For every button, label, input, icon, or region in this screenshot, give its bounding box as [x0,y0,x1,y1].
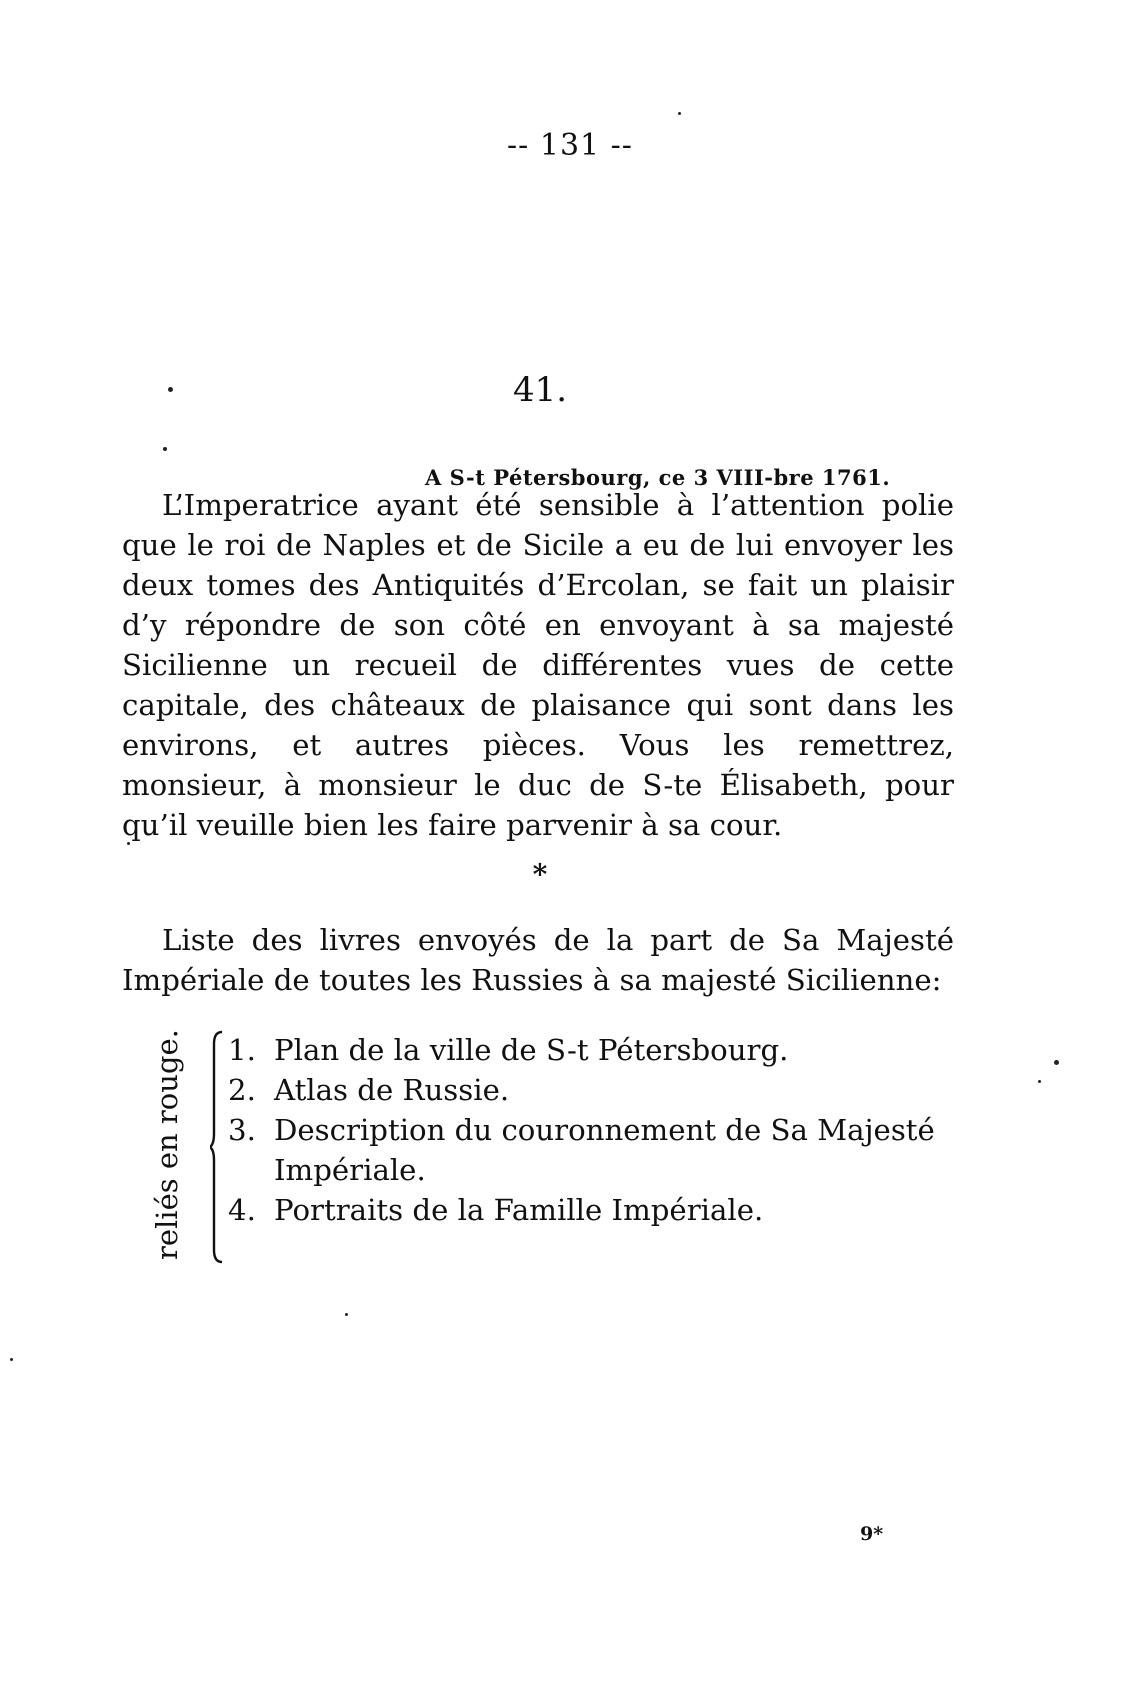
book-list [228,1030,958,1230]
list-item-number: 4. [228,1193,256,1227]
letter-number: 41. [512,370,568,410]
body-paragraph: L’Imperatrice ayant été sensible à l’attention polie que le roi de Naples et de Sicile a eu de lui envoyer les deux tomes des Antiquités d’Ercolan, se fait un plaisir d’y répondre de son côté en envoyant à sa majesté Sicilienne un recueil de différentes vues de cette capitale, des châteaux de plaisance qui sont dans les environs, et autres pièces. Vous les remettrez, monsieur, à monsieur le duc de S-te Élisabeth, pour qu’il veuille bien les faire parvenir à sa cour. [122,488,954,842]
list-item-title: Portraits de la Famille Impériale. [274,1193,764,1227]
list-item-title: Plan de la ville de S-t Pétersbourg. [274,1033,789,1067]
side-label-text: reliés en rouge. [150,1029,184,1260]
list-item [228,1190,958,1230]
scan-speck [163,447,167,451]
list-item-title: Atlas de Russie. [274,1073,510,1107]
list-item-number: 3. [228,1113,256,1147]
dateline: A S-t Pétersbourg, ce 3 VIII-bre 1761. [425,465,891,490]
scan-speck [10,1358,13,1361]
scan-speck [1038,1080,1041,1083]
curly-brace [210,1030,224,1264]
list-intro-text: Liste des livres envoyés de la part de Sa Majesté Impériale de toutes les Russies à sa majesté Sicilienne: [122,923,954,997]
scan-speck [345,1313,348,1316]
letter-body [122,485,954,845]
scan-speck [168,387,173,392]
list-intro [122,920,954,1000]
scan-speck [1054,1060,1059,1065]
scan-speck [127,842,130,845]
list-item [228,1030,958,1070]
scan-speck [678,112,681,115]
list-item-number: 1. [228,1033,256,1067]
signature-mark: 9* [860,1523,884,1545]
list-item-title: Description du couronnement de Sa Majesté Impériale. [274,1113,935,1187]
page-header: -- 131 -- [507,128,633,163]
section-separator: * [532,858,548,891]
list-item [228,1110,958,1190]
list-item-number: 2. [228,1073,256,1107]
list-item [228,1070,958,1110]
